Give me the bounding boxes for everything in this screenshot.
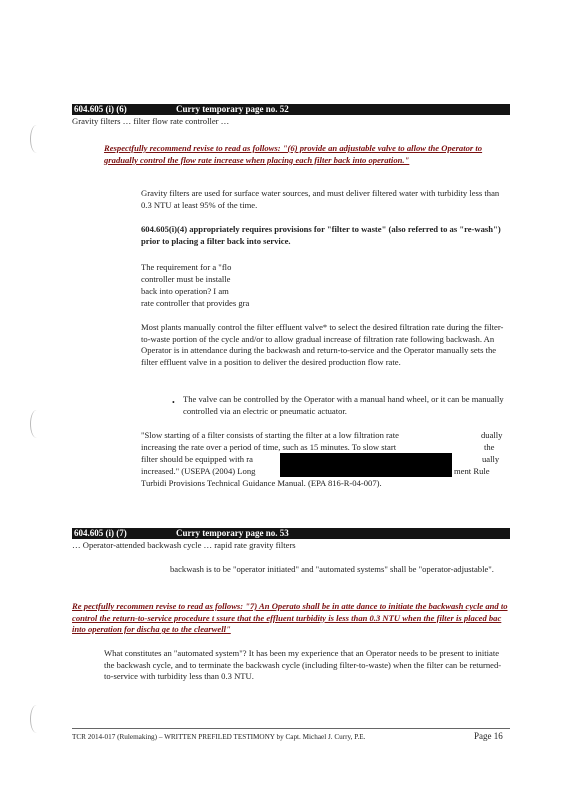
bullet-valve-control: The valve can be controlled by the Operator with a manual hand wheel, or it can be manually controlled via an electric or pneumatic actuator. [183, 394, 504, 416]
paragraph-automated-system: What constitutes an "automated system"? It has been my experience that an Operator needs to be present to initiate the backwash cycle, and to terminate the backwash cycle (including filter-to-waste) when the filter can be returned-to-service with turbidity less than 0.3 NTU. [104, 648, 502, 682]
section-subhead-2: … Operator-attended backwash cycle … rapid rate gravity filters [72, 540, 296, 550]
quote-line-3: filter should be equipped with ra [141, 454, 253, 464]
paragraph-flow-line-3: back into operation? I am [141, 286, 229, 296]
paragraph-flow-line-4: rate controller that provides gra [141, 298, 250, 308]
footer-page-number: Page 16 [474, 731, 503, 741]
recommendation-1: Respectfully recommend revise to read as follows: "(6) provide an adjustable valve to allow the Operator to gradually control the flow rate increase when placing each filter back into operation." [104, 143, 483, 165]
section-code-2: 604.605 (i) (7) [74, 528, 127, 538]
redaction-block [280, 453, 452, 477]
paragraph-gravity-filters: Gravity filters are used for surface water sources, and must deliver filtered water with turbidity less than 0.3 NTU at least 95% of the time. [141, 188, 500, 210]
paragraph-flow-line-2: controller must be installe [141, 274, 231, 284]
section-code-1: 604.605 (i) (6) [74, 104, 127, 114]
scan-mark-bottom [30, 705, 43, 733]
section-title-2: Curry temporary page no. 53 [176, 528, 289, 538]
quote-right-3: ually [482, 454, 500, 464]
section-title-1: Curry temporary page no. 52 [176, 104, 289, 114]
section-header-bar-2 [72, 528, 510, 539]
paragraph-flow-line-1: The requirement for a "flo [141, 262, 232, 272]
paragraph-backwash: backwash is to be "operator initiated" and "automated systems" shall be "operator-adjustable". [170, 564, 494, 574]
quote-right-2: the [484, 442, 495, 452]
recommendation-2: Re pectfully recommen revise to read as follows: "7) An Operato shall be in atte dance to initiate the backwash cycle and to control the return-to-service procedure t ssure that the effluent turbidity is less than 0.3 NTU when the filter is placed bac into operation for discha ge to the clearwell" [72, 601, 508, 635]
section-subhead-1: Gravity filters … filter flow rate controller … [72, 116, 230, 126]
footer-testimony: TCR 2014-017 (Rulemaking) – WRITTEN PREFILED TESTIMONY by Capt. Michael J. Curry, P.E. [72, 733, 366, 741]
paragraph-filter-to-waste: 604.605(i)(4) appropriately requires provisions for "filter to waste" (also referred to as "re-wash") prior to placing a filter back into service. [141, 224, 501, 246]
quote-right-1: dually [481, 430, 503, 440]
quote-line-1: "Slow starting of a filter consists of starting the filter at a low filtration rate [141, 430, 399, 440]
bullet-icon: • [172, 398, 175, 407]
scan-mark-top [30, 125, 43, 153]
section-header-bar-1 [72, 104, 510, 115]
quote-line-5: Turbidi Provisions Technical Guidance Manual. (EPA 816-R-04-007). [141, 478, 382, 488]
quote-line-4: increased." (USEPA (2004) Long [141, 466, 256, 476]
quote-line-2: increasing the rate over a period of time, such as 15 minutes. To slow start [141, 442, 397, 452]
footer-rule [72, 728, 510, 729]
paragraph-manual-control: Most plants manually control the filter effluent valve* to select the desired filtration rate during the filter-to-waste portion of the cycle and/or to allow gradual increase of filtration rate following backwash. An Operator is in attendance during the backwash and return-to-service and the Operator manually sets the filter effluent valve in a position to deliver the desired production flow rate. [141, 322, 504, 367]
quote-right-4: ment Rule [454, 466, 490, 476]
scan-mark-middle [30, 410, 43, 438]
